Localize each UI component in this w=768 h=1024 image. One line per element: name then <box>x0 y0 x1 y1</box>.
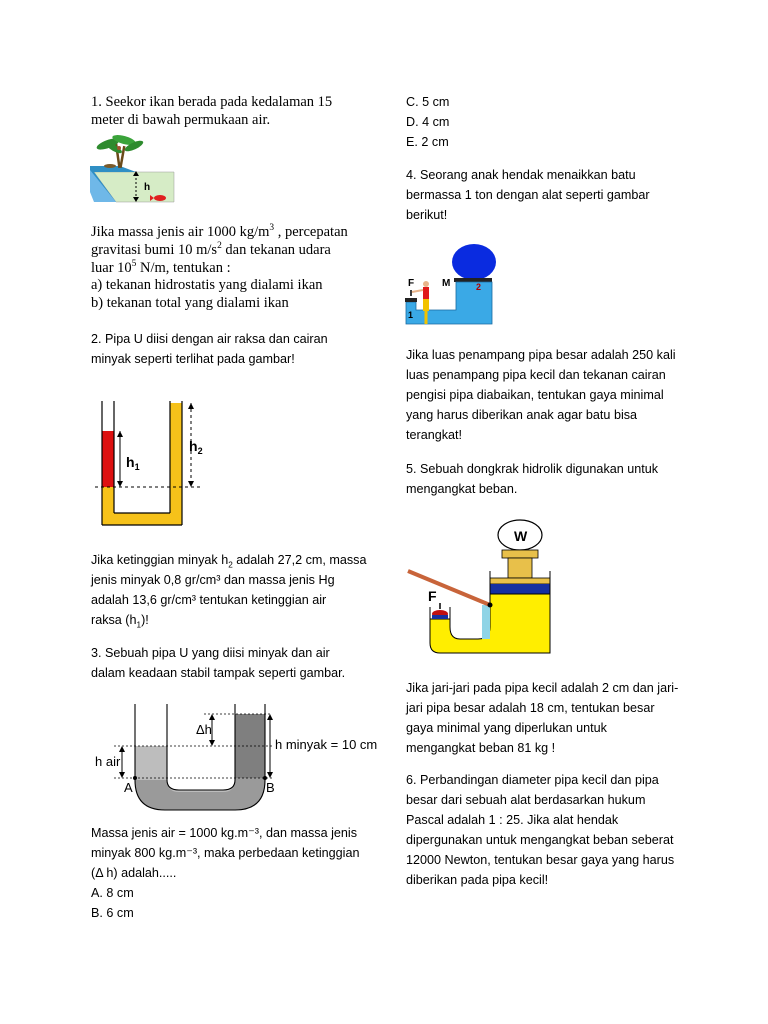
q4-text-line1: 4. Seorang anak hendak menaikkan batu <box>406 168 636 182</box>
q5-body-line2: jari pipa besar adalah 18 cm, tentukan besar <box>406 701 655 715</box>
q4-body-line4: yang harus diberikan anak agar batu bisa <box>406 408 638 422</box>
q1-option-a: a) tekanan hidrostatis yang dialami ikan <box>91 277 323 293</box>
q6-body-line6: diberikan pada pipa kecil! <box>406 873 549 887</box>
q1-para-line3: luar $10^5$ N/m, tentukan : <box>91 259 231 276</box>
q3-option-a: A. 8 cm <box>91 886 134 900</box>
q4-body-line2: luas penampang pipa kecil dan tekanan cairan <box>406 368 666 382</box>
q3-fig-B-label: B <box>266 780 275 795</box>
q3-option-c: C. 5 cm <box>406 95 450 109</box>
q2-body-line3: adalah 13,6 gr/cm³ tentukan ketinggian air <box>91 593 327 607</box>
q2-fig-h1-label: $h_1$ <box>126 454 140 472</box>
q4-body-line3: pengisi pipa diabaikan, tentukan gaya minimal <box>406 388 664 402</box>
q4-hydraulic-figure <box>402 240 502 328</box>
q3-fig-dh-label: Δh <box>196 722 212 737</box>
q1-text-line2: meter di bawah permukaan air. <box>91 112 271 128</box>
q2-body-line4: raksa $(h_1)$! <box>91 613 149 630</box>
q6-body-line2: besar dari sebuah alat berdasarkan hukum <box>406 793 646 807</box>
q5-body-line4: mengangkat beban 81 kg ! <box>406 741 556 755</box>
q3-fig-hminyak-label: h minyak = 10 cm <box>275 737 378 752</box>
q3-text-line1: 3. Sebuah pipa U yang diisi minyak dan air <box>91 646 330 660</box>
q5-jack-figure <box>404 515 564 657</box>
q2-text-line2: minyak seperti terlihat pada gambar! <box>91 352 295 366</box>
q3-body-line2: minyak 800 kg.m⁻³, maka perbedaan ketinggian <box>91 846 360 860</box>
q3-option-e: E. 2 cm <box>406 135 449 149</box>
q5-body-line3: gaya minimal yang diperlukan untuk <box>406 721 607 735</box>
q6-body-line4: dipergunakan untuk mengangkat beban seberat <box>406 833 674 847</box>
q2-body-line1: Jika ketinggian minyak $h_2$ adalah 27,2 cm, massa <box>91 553 367 570</box>
q3-u-tube-figure <box>92 700 392 818</box>
q2-body-line2: jenis minyak 0,8 gr/cm³ dan massa jenis Hg <box>91 573 335 587</box>
q4-text-line3: berikut! <box>406 208 448 222</box>
q3-body-line1: Massa jenis air = 1000 kg.m⁻³, dan massa jenis <box>91 826 357 840</box>
q2-u-tube-figure <box>95 395 225 530</box>
q3-option-b: B. 6 cm <box>91 906 134 920</box>
q1-fig-h-label: h <box>144 182 151 193</box>
q6-body-line3: Pascal adalah 1 : 25. Jika alat hendak <box>406 813 619 827</box>
q5-body-line1: Jika jari-jari pada pipa kecil adalah 2 cm dan jari- <box>406 681 679 695</box>
q4-body-line1: Jika luas penampang pipa besar adalah 250 kali <box>406 348 676 362</box>
q3-body-line3: (Δ h) adalah..... <box>91 866 177 880</box>
q5-fig-F-label: F <box>428 588 437 604</box>
q4-fig-M-label: M <box>442 278 451 289</box>
q3-fig-A-label: A <box>124 780 133 795</box>
q2-fig-h2-label: $h_2$ <box>189 438 203 456</box>
q5-text-line1: 5. Sebuah dongkrak hidrolik digunakan untuk <box>406 462 659 476</box>
q6-body-line1: 6. Perbandingan diameter pipa kecil dan pipa <box>406 773 659 787</box>
q5-fig-W-label: W <box>514 528 528 544</box>
q1-para-line2: gravitasi bumi 10 $m/s^2$ dan tekanan udara <box>91 241 331 258</box>
q1-para-line1: Jika massa jenis air 1000 $kg/m^3$ , percepatan <box>91 223 348 240</box>
q3-option-d: D. 4 cm <box>406 115 450 129</box>
q1-fish-figure <box>90 132 180 210</box>
q5-text-line2: mengangkat beban. <box>406 482 518 496</box>
q2-text-line1: 2. Pipa U diisi dengan air raksa dan cairan <box>91 332 328 346</box>
q4-fig-1-label: 1 <box>408 310 414 320</box>
q3-text-line2: dalam keadaan stabil tampak seperti gambar. <box>91 666 346 680</box>
q1-text-line1: 1. Seekor ikan berada pada kedalaman 15 <box>91 94 333 110</box>
q4-text-line2: bermassa 1 ton dengan alat seperti gambar <box>406 188 650 202</box>
q1-option-b: b) tekanan total yang dialami ikan <box>91 295 289 311</box>
q4-fig-2-label: 2 <box>476 282 482 292</box>
q6-body-line5: 12000 Newton, tentukan besar gaya yang harus <box>406 853 675 867</box>
q4-fig-F-label: F <box>408 278 415 289</box>
q3-fig-hair-label: h air <box>95 754 121 769</box>
q4-body-line5: terangkat! <box>406 428 463 442</box>
